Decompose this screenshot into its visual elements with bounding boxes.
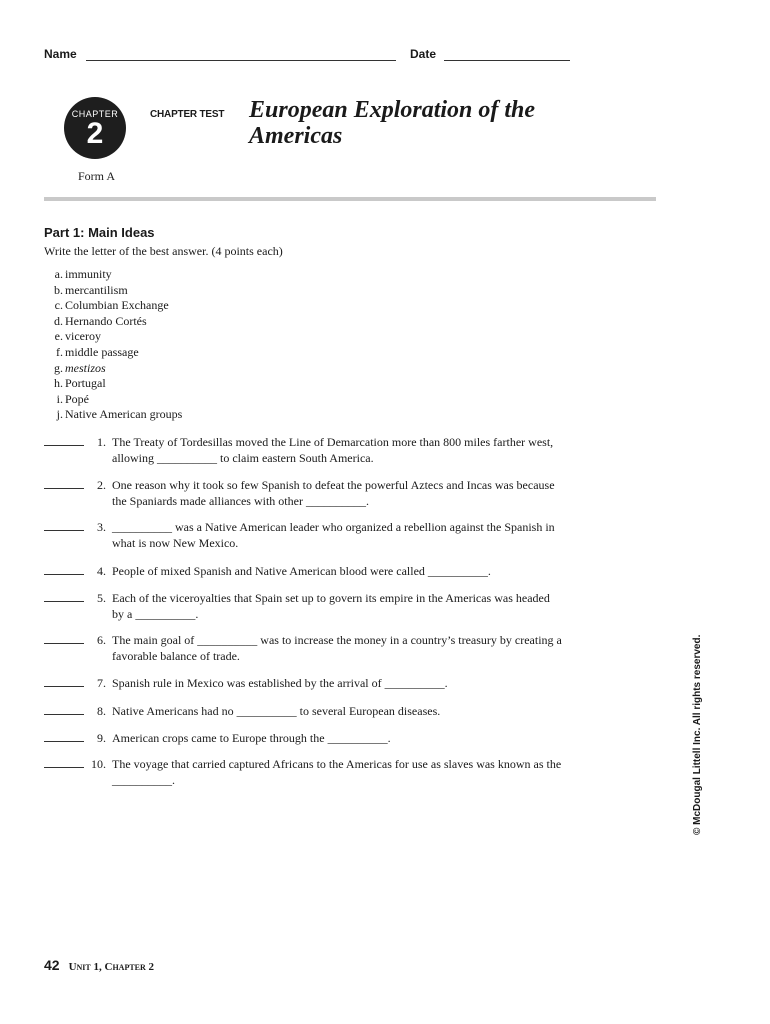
answer-blank[interactable] [44,519,84,531]
question-item [44,434,564,466]
answer-blank[interactable] [44,632,84,644]
question-item [44,632,564,664]
choice-letter: e. [54,329,63,344]
answer-blank[interactable] [44,590,84,602]
question-number: 2. [97,478,106,492]
question-item [44,477,564,509]
date-label: Date [410,47,437,61]
question-text: __________ was a Native American leader who organized a rebellion against the Spanish in what is now New Mexico. [112,520,555,550]
answer-blank[interactable] [44,563,84,575]
choice-item [49,267,182,283]
question-text: American crops came to Europe through the __________. [112,731,391,745]
chapter-word: CHAPTER [71,109,119,119]
question-number: 5. [97,591,106,605]
question-number: 7. [97,676,106,690]
answer-blank[interactable] [44,703,84,715]
question-item [44,703,564,719]
date-blank-line[interactable] [444,60,570,61]
choice-letter: h. [54,376,63,391]
question-text: People of mixed Spanish and Native American blood were called __________. [112,564,491,578]
question-item [44,590,564,622]
page-title: European Exploration of the Americas [249,97,536,149]
choice-text: viceroy [65,329,101,344]
choice-text: mercantilism [65,282,128,297]
choice-letter: g. [54,360,63,375]
answer-blank[interactable] [44,477,84,489]
question-text: The voyage that carried captured Africans to the Americas for use as slaves was known as the __________. [112,757,562,787]
answer-blank[interactable] [44,730,84,742]
choice-text: middle passage [65,344,139,359]
question-text: Each of the viceroyalties that Spain set up to govern its empire in the Americas was headed by a __________. [112,591,550,621]
part-heading: Part 1: Main Ideas [44,225,155,240]
choice-letter: c. [54,298,63,313]
question-text: The main goal of __________ was to increase the money in a country’s treasury by creating a favorable balance of trade. [112,633,562,663]
page-number: 42 [44,957,60,973]
choice-item [49,361,182,377]
instructions: Write the letter of the best answer. (4 points each) [44,244,283,258]
question-number: 8. [97,704,106,718]
question-text: Native Americans had no __________ to several European diseases. [112,704,441,718]
question-number: 9. [97,731,106,745]
question-item [44,675,564,691]
choice-letter: a. [54,267,63,281]
chapter-test-label: CHAPTER TEST [150,109,225,120]
chapter-badge [64,97,126,159]
choice-item [49,407,182,423]
choice-item [49,376,182,392]
choice-item [49,329,182,345]
question-text: Spanish rule in Mexico was established by the arrival of __________. [112,676,448,690]
name-label: Name [44,47,77,61]
divider-bar [44,197,656,201]
question-item [44,730,564,746]
question-text: One reason why it took so few Spanish to defeat the powerful Aztecs and Incas was because the Spaniards made alliances with other __________. [112,478,555,508]
question-number: 4. [97,564,106,578]
choice-item [49,298,182,314]
question-item [44,756,564,788]
question-item [44,563,564,579]
question-number: 3. [97,520,106,534]
choice-item [49,392,182,408]
question-number: 10. [91,757,106,771]
question-number: 1. [97,435,106,449]
choice-text: immunity [65,267,112,281]
question-text: The Treaty of Tordesillas moved the Line of Demarcation more than 800 miles farther west, allowing __________ to claim eastern South America. [112,435,554,465]
choice-letter: d. [54,313,63,328]
question-number: 6. [97,633,106,647]
unit-chapter-label: Unit 1, Chapter 2 [68,961,155,973]
chapter-number: 2 [86,117,104,150]
choice-item [49,283,182,299]
question-item [44,519,564,551]
answer-blank[interactable] [44,675,84,687]
copyright-notice: © McDougal Littell Inc. All rights reserved. [692,634,703,835]
choice-text: Portugal [65,376,106,391]
choice-letter: f. [56,344,63,359]
choice-letter: i. [56,391,63,406]
answer-blank[interactable] [44,756,84,768]
choice-text: Hernando Cortés [65,313,147,328]
choice-letter: b. [54,282,63,297]
choice-text: Popé [65,391,89,406]
choice-letter: j. [56,407,63,422]
choice-text: Columbian Exchange [65,298,169,313]
choice-text: Native American groups [65,407,183,422]
choice-item [49,314,182,330]
answer-blank[interactable] [44,434,84,446]
answer-choices-list [49,267,182,423]
choice-text: mestizos [65,360,106,375]
name-blank-line[interactable] [86,60,396,61]
form-label: Form A [78,169,116,183]
choice-item [49,345,182,361]
page-footer [44,957,154,974]
